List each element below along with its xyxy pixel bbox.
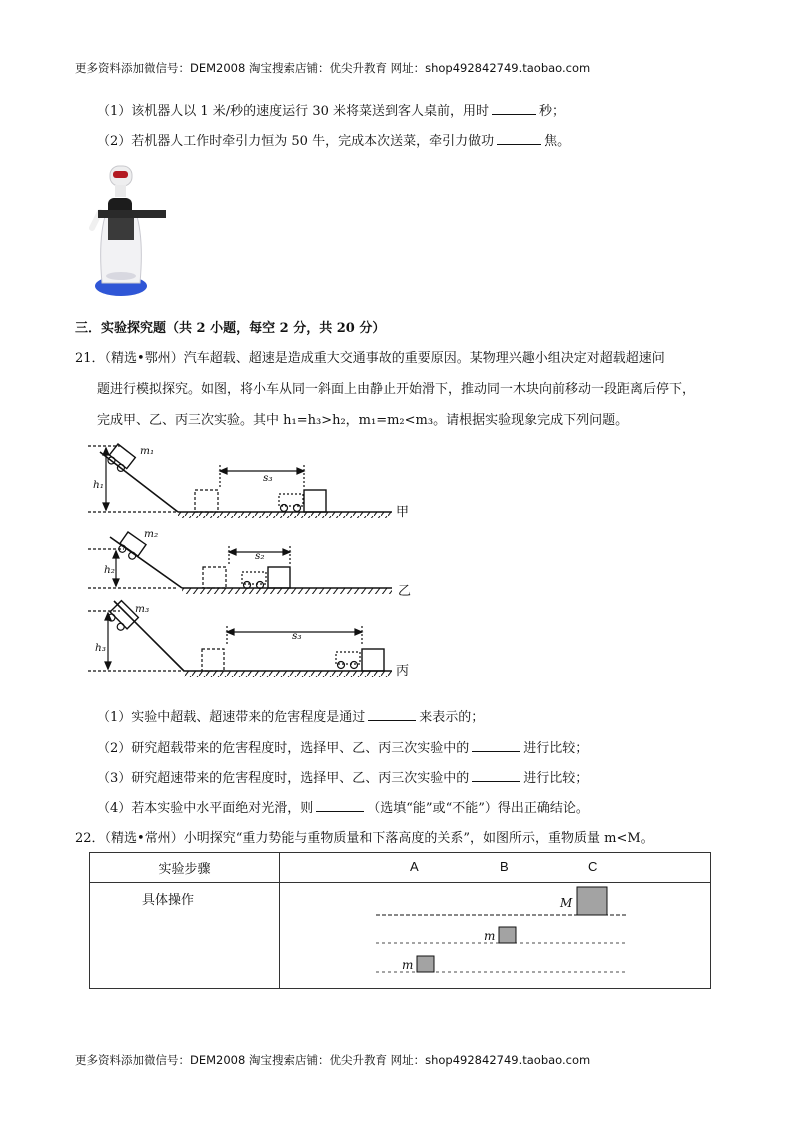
answer-blank[interactable]: [472, 739, 520, 752]
q21-line2: 题进行模拟探究。如图，将小车从同一斜面上由静止开始滑下，推动同一木块向前移动一段距离后停下，: [97, 382, 696, 397]
q20-part2: [97, 130, 570, 149]
experiment-row-2: [88, 532, 392, 594]
q21-line3: 完成甲、乙、丙三次实验。其中 h₁=h₃>h₂，m₁=m₂<m₃。请根据实验现象完成下列问题。: [97, 413, 629, 428]
experiment-row-3: [88, 601, 392, 677]
incline-experiment-figure: [80, 436, 420, 681]
distance-label-2: s₂: [255, 550, 265, 562]
answer-blank[interactable]: [492, 102, 536, 115]
table-row-label: 具体操作: [90, 883, 280, 989]
q21-part4: [97, 797, 589, 816]
q21-part1-text: （1）实验中超载、超速带来的危害程度是通过: [97, 710, 366, 725]
distance-label-1: s₃: [263, 472, 273, 484]
mass-label-3: m₃: [135, 603, 150, 615]
mass-label-b: m: [484, 929, 496, 943]
q21-part2-suffix: 进行比较；: [523, 741, 589, 756]
mass-label-a: m: [402, 958, 414, 972]
q21-line1: 21．（精选•鄂州）汽车超载、超速是造成重大交通事故的重要原因。某物理兴趣小组决定对超载超速问: [75, 351, 665, 366]
table-header-columns: [280, 853, 711, 883]
experiment-table: [89, 852, 711, 989]
q20-part1: [97, 100, 565, 119]
q21-part3: [97, 767, 588, 786]
page-header: 更多资料添加微信号：DEM2008 淘宝搜索店铺：优尖升教育 网址：shop492842749.taobao.com: [75, 61, 591, 75]
section-title: 三．实验探究题（共 2 小题，每空 2 分，共 20 分）: [75, 321, 386, 336]
mass-label-1: m₁: [140, 445, 155, 457]
answer-blank[interactable]: [472, 769, 520, 782]
q21-part3-text: （3）研究超速带来的危害程度时，选择甲、乙、丙三次实验中的: [97, 771, 470, 786]
q21-part1: [97, 706, 484, 725]
answer-blank[interactable]: [368, 708, 416, 721]
height-label-2: h₂: [104, 564, 115, 576]
experiment-tag-1: 甲: [396, 505, 410, 520]
page-footer: 更多资料添加微信号：DEM2008 淘宝搜索店铺：优尖升教育 网址：shop492842749.taobao.com: [75, 1053, 591, 1067]
mass-label-big: M: [560, 896, 573, 910]
q21-part3-suffix: 进行比较；: [523, 771, 589, 786]
column-c: C: [588, 859, 598, 874]
experiment-row-1: [88, 444, 392, 518]
table-row-operations: [280, 883, 711, 989]
q20-part2-text: （2）若机器人工作时牵引力恒为 50 牛，完成本次送菜，牵引力做功: [97, 134, 495, 149]
q20-part2-suffix: 焦。: [544, 134, 571, 149]
column-b: B: [500, 859, 509, 874]
q21-part4-text: （4）若本实验中水平面绝对光滑，则: [97, 801, 314, 816]
q20-part1-text: （1）该机器人以 1 米/秒的速度运行 30 米将菜送到客人桌前，用时: [97, 104, 489, 119]
q20-part1-suffix: 秒；: [539, 104, 566, 119]
answer-blank[interactable]: [497, 132, 541, 145]
q21-part2-text: （2）研究超载带来的危害程度时，选择甲、乙、丙三次实验中的: [97, 741, 470, 756]
robot-waiter-image: [88, 158, 168, 300]
distance-label-3: s₃: [292, 630, 302, 642]
experiment-tag-3: 丙: [396, 664, 410, 679]
drop-height-diagram: [280, 883, 711, 989]
mass-label-2: m₂: [144, 528, 159, 540]
height-label-3: h₃: [95, 642, 106, 654]
q22-line1: 22．（精选•常州）小明探究“重力势能与重物质量和下落高度的关系”，如图所示，重物质量 m<M。: [75, 831, 654, 846]
experiment-tag-2: 乙: [398, 584, 412, 599]
q21-part1-suffix: 来表示的；: [419, 710, 485, 725]
table-header-label: 实验步骤: [90, 853, 280, 883]
column-a: A: [410, 859, 419, 874]
height-label-1: h₁: [93, 479, 104, 491]
answer-blank[interactable]: [316, 799, 364, 812]
q21-part4-suffix: （选填“能”或“不能”）得出正确结论。: [367, 801, 589, 816]
q21-part2: [97, 737, 588, 756]
